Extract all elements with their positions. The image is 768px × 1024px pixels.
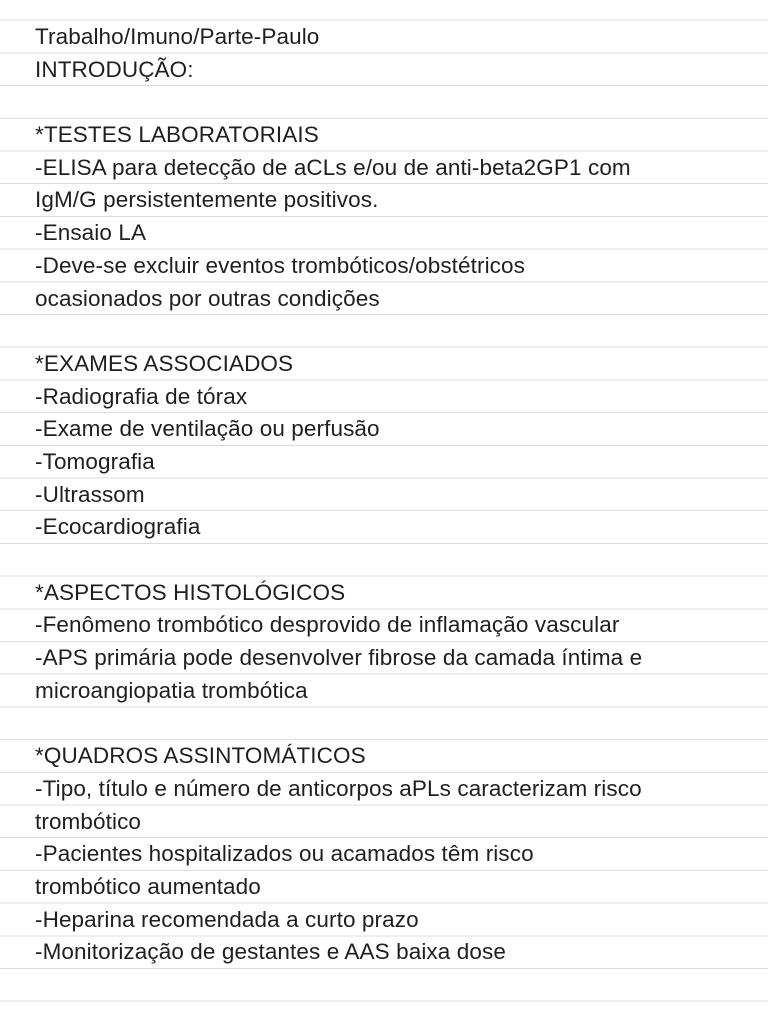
section-heading-quadros: *QUADROS ASSINTOMÁTICOS — [35, 743, 366, 769]
blank-line — [35, 707, 755, 740]
note-line: ocasionados por outras condições — [35, 285, 380, 311]
note-line: -Fenômeno trombótico desprovido de inflamação vascular — [35, 612, 620, 638]
note-title: Trabalho/Imuno/Parte-Paulo — [35, 24, 320, 49]
note-line: -APS primária pode desenvolver fibrose da camada íntima e — [35, 645, 643, 671]
note-line: -Tipo, título e número de anticorpos aPLs caracterizam risco — [35, 775, 642, 801]
note-line: trombótico — [35, 808, 142, 834]
note-line: -Heparina recomendada a curto prazo — [35, 906, 419, 932]
note-line: -Tomografia — [35, 448, 155, 474]
blank-line — [35, 544, 755, 577]
note-line: IgM/G persistentemente positivos. — [35, 187, 379, 213]
note-line: microangiopatia trombótica — [35, 677, 308, 703]
note-line: -ELISA para detecção de aCLs e/ou de anti-beta2GP1 com — [35, 154, 631, 180]
note-text-area[interactable] — [35, 21, 755, 969]
note-line: -Deve-se excluir eventos trombóticos/obstétricos — [35, 252, 525, 278]
note-line: -Exame de ventilação ou perfusão — [35, 416, 380, 442]
note-line: -Ultrassom — [35, 481, 145, 507]
note-line: -Pacientes hospitalizados ou acamados têm risco — [35, 841, 534, 867]
note-line: -Ensaio LA — [35, 220, 147, 246]
section-heading-testes: *TESTES LABORATORIAIS — [35, 122, 319, 148]
note-line: -Radiografia de tórax — [35, 383, 248, 409]
blank-line — [35, 315, 755, 348]
note-line: -Monitorização de gestantes e AAS baixa dose — [35, 939, 506, 965]
section-heading-introducao: INTRODUÇÃO: — [35, 56, 194, 82]
note-line: -Ecocardiografia — [35, 514, 201, 540]
section-heading-exames: *EXAMES ASSOCIADOS — [35, 350, 294, 376]
blank-line — [35, 86, 755, 119]
note-line: trombótico aumentado — [35, 873, 261, 899]
section-heading-aspectos: *ASPECTOS HISTOLÓGICOS — [35, 579, 346, 605]
